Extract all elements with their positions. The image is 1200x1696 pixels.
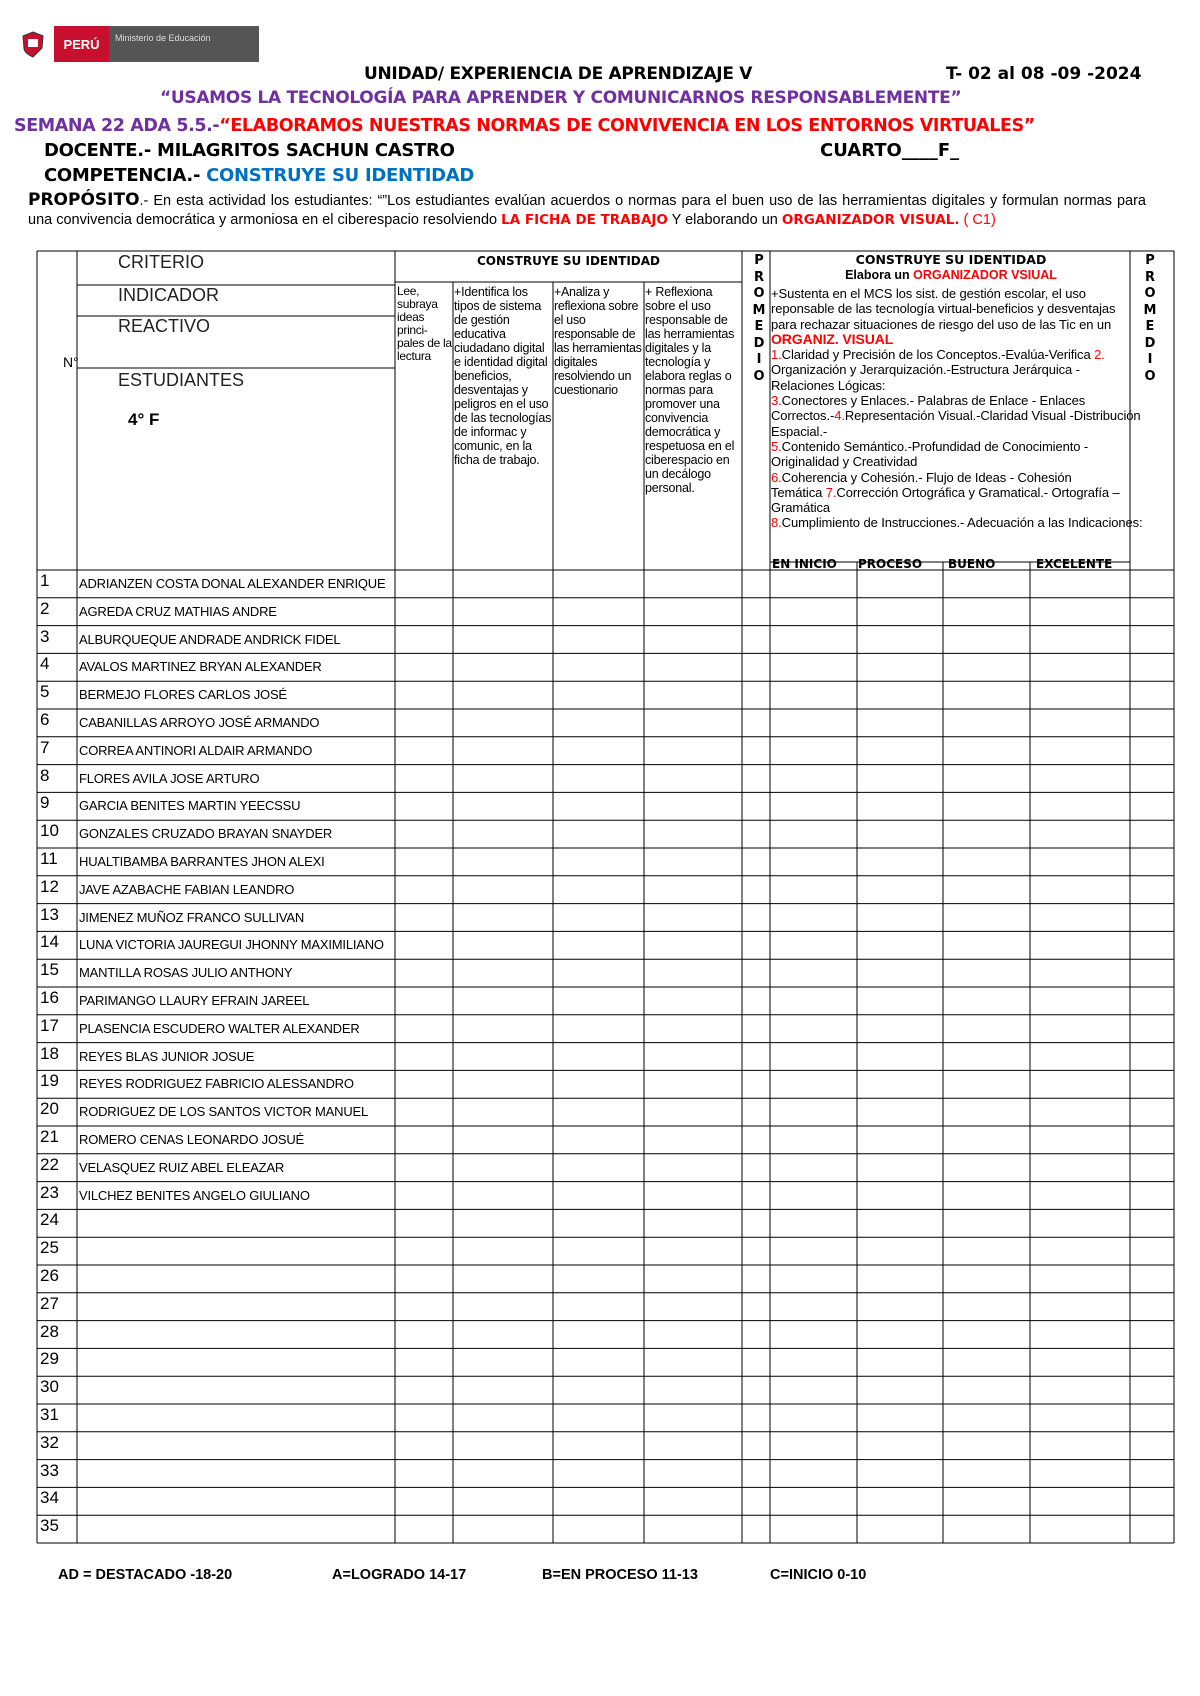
student-name: GARCIA BENITES MARTIN YEECSSU	[79, 798, 301, 814]
promedio-letter: R	[1144, 269, 1155, 285]
promedio-label-2	[1143, 253, 1157, 385]
row-number: 25	[40, 1238, 59, 1258]
row-number: 26	[40, 1266, 59, 1285]
criterion-col3: +Analiza y reflexiona sobre el uso responsable de las herramientas digitales resolviendo un cuestionario	[554, 285, 642, 397]
promedio-letter: M	[1143, 302, 1157, 318]
teacher: DOCENTE.- MILAGRITOS SACHUN CASTRO	[44, 140, 455, 161]
row-number: 35	[40, 1516, 59, 1536]
g2-n8: 8.	[771, 515, 782, 531]
student-name: AGREDA CRUZ MATHIAS ANDRE	[79, 603, 277, 619]
promedio-letter: D	[1144, 335, 1156, 351]
row-number: 23	[40, 1182, 59, 1202]
row-number: 11	[40, 849, 58, 868]
group2-criteria	[771, 286, 1143, 531]
group2-sub-red: ORGANIZADOR VSIUAL	[913, 268, 1057, 282]
student-name: CABANILLAS ARROYO JOSÉ ARMANDO	[79, 715, 320, 730]
promedio-letter: E	[1145, 319, 1155, 334]
row-number: 9	[40, 793, 50, 813]
student-name: LUNA VICTORIA JAUREGUI JHONNY MAXIMILIANO	[79, 937, 384, 953]
purpose-highlight-1: LA FICHA DE TRABAJO	[501, 212, 668, 228]
g2-c8: Cumplimiento de Instrucciones.- Adecuación a las Indicaciones:	[781, 515, 1143, 531]
student-name: VELASQUEZ RUIZ ABEL ELEAZAR	[79, 1159, 285, 1175]
row-number: 27	[40, 1293, 59, 1313]
row-number: 3	[40, 626, 50, 646]
purpose-highlight-2: ORGANIZADOR VISUAL.	[781, 212, 960, 228]
student-name: BERMEJO FLORES CARLOS JOSÉ	[79, 687, 287, 703]
promedio-letter: E	[754, 319, 764, 334]
student-name: CORREA ANTINORI ALDAIR ARMANDO	[79, 742, 313, 758]
section-label: 4° F	[128, 410, 160, 429]
criterion-col4: + Reflexiona sobre el uso responsable de las herramientas digitales y la tecnología y elabora reglas o normas para promover una convivencia democrática y respetuosa en el ciberespacio en un decálogo personal.	[645, 285, 735, 495]
row-number: 32	[40, 1432, 59, 1452]
row-number: 21	[40, 1127, 59, 1146]
row-number: 19	[40, 1071, 59, 1091]
g2-c6: Coherencia y Cohesión.- Flujo de Ideas - Cohesión Temática	[771, 469, 1072, 500]
row-number: 12	[40, 876, 59, 896]
group1-title: CONSTRUYE SU IDENTIDAD	[476, 254, 661, 268]
criterio-label: CRITERIO	[118, 252, 205, 272]
promedio-letter: P	[1145, 253, 1155, 268]
student-name: VILCHEZ BENITES ANGELO GIULIANO	[79, 1187, 310, 1203]
logo-ministry: Ministerio de Educación	[109, 26, 259, 62]
row-number: 13	[40, 904, 59, 924]
row-number: 33	[40, 1460, 59, 1480]
row-number: 20	[40, 1099, 59, 1119]
row-number: 8	[40, 765, 50, 785]
level-proceso: PROCESO	[858, 557, 923, 571]
promedio-letter: R	[753, 269, 764, 285]
student-name: ADRIANZEN COSTA DONAL ALEXANDER ENRIQUE	[79, 576, 386, 591]
row-number: 1	[40, 571, 50, 590]
week-title: “ELABORAMOS NUESTRAS NORMAS DE CONVIVENCIA EN LOS ENTORNOS VIRTUALES”	[219, 116, 1035, 136]
student-name: GONZALES CRUZADO BRAYAN SNAYDER	[79, 826, 333, 842]
level-bueno: BUENO	[948, 557, 996, 571]
g2-n7: 7.	[825, 484, 837, 500]
student-name: JAVE AZABACHE FABIAN LEANDRO	[79, 881, 295, 897]
g2-n2: 2.	[1094, 347, 1105, 363]
g2-n1: 1.	[771, 347, 782, 363]
legend-a: A=LOGRADO 14-17	[332, 1567, 467, 1583]
student-name: ALBURQUEQUE ANDRADE ANDRICK FIDEL	[79, 631, 341, 647]
promedio-letter: D	[753, 335, 765, 351]
row-number: 14	[40, 932, 59, 952]
purpose-mid: Y elaborando un	[667, 212, 782, 228]
logo-country: PERÚ	[54, 26, 109, 62]
g2-c2: Organización y Jerarquización.-Estructura Jerárquica - Relaciones Lógicas:	[771, 362, 1080, 393]
purpose-tail: ( C1)	[959, 212, 996, 228]
g2-c4: Representación Visual.-Claridad Visual -Distribución Espacial.-	[771, 408, 1141, 439]
competence-label: COMPETENCIA.-	[44, 165, 201, 186]
criterion-col1: Lee, subraya ideas princi-pales de la lectura	[397, 285, 452, 363]
group2-subtitle	[771, 268, 1131, 282]
g2-c7: Corrección Ortográfica y Gramatical.- Ortografía – Gramática	[771, 484, 1120, 516]
estudiantes-label: ESTUDIANTES	[118, 370, 245, 390]
student-name: ROMERO CENAS LEONARDO JOSUÉ	[79, 1132, 305, 1147]
row-number: 2	[40, 598, 50, 618]
unit-title: UNIDAD/ EXPERIENCIA DE APRENDIZAJE V	[364, 64, 753, 84]
promedio-letter: O	[1144, 368, 1156, 384]
number-header: N°	[63, 354, 79, 370]
promedio-letter: O	[1144, 286, 1156, 301]
row-number: 15	[40, 960, 59, 980]
student-name: JIMENEZ MUÑOZ FRANCO SULLIVAN	[79, 909, 305, 925]
promedio-letter: O	[753, 286, 765, 301]
reactivo-label: REACTIVO	[118, 316, 211, 336]
row-number: 30	[40, 1377, 59, 1397]
g2-intro-red: ORGANIZ. VISUAL	[771, 330, 894, 347]
g2-n5: 5.	[771, 438, 782, 454]
row-number: 34	[40, 1488, 59, 1508]
level-inicio: EN INICIO	[772, 557, 837, 571]
student-name: REYES RODRIGUEZ FABRICIO ALESSANDRO	[79, 1076, 354, 1092]
g2-intro: +Sustenta en el MCS los sist. de gestión escolar, el uso reponsable de las tecnología virtual-beneficios y desventajas para rechazar situaciones de riesgo del uso de las Tic en un	[771, 286, 1116, 332]
group2-sub-prefix: Elabora un	[845, 268, 914, 282]
row-number: 4	[40, 654, 50, 674]
g2-c1: Claridad y Precisión de los Conceptos.-Evalúa-Verifica	[781, 347, 1091, 363]
promedio-letter: P	[754, 253, 764, 268]
student-name: PARIMANGO LLAURY EFRAIN JAREEL	[79, 993, 310, 1008]
promedio-label-1	[752, 253, 766, 385]
student-name: FLORES AVILA JOSE ARTURO	[79, 770, 260, 786]
row-number: 28	[40, 1321, 59, 1341]
promedio-letter: O	[753, 368, 765, 384]
promedio-letter: M	[752, 302, 766, 318]
g2-c3: Conectores y Enlaces.- Palabras de Enlace - Enlaces Correctos.-	[771, 393, 1086, 424]
student-name: HUALTIBAMBA BARRANTES JHON ALEXI	[79, 854, 325, 869]
week-prefix: SEMANA 22 ADA 5.5.-	[14, 116, 220, 136]
level-excelente: EXCELENTE	[1036, 557, 1113, 571]
row-number: 10	[40, 821, 59, 841]
row-number: 22	[40, 1154, 59, 1174]
group2-title: CONSTRUYE SU IDENTIDAD	[855, 252, 1047, 267]
student-name: MANTILLA ROSAS JULIO ANTHONY	[79, 965, 293, 981]
purpose-label: PROPÓSITO	[28, 190, 140, 210]
criterion-col2: +Identifica los tipos de sistema de gestión educativa ciudadano digital e identidad digital beneficios, desventajas y peligros en el uso de las tecnologías de informac y comunic, en la ficha de trabajo.	[454, 285, 552, 467]
student-name: PLASENCIA ESCUDERO WALTER ALEXANDER	[79, 1020, 360, 1036]
row-number: 16	[40, 988, 59, 1007]
row-number: 6	[40, 710, 50, 729]
student-name: RODRIGUEZ DE LOS SANTOS VICTOR MANUEL	[79, 1104, 369, 1120]
grade: CUARTO____F_	[820, 140, 960, 161]
promedio-letter: I	[1147, 352, 1153, 367]
g2-n6: 6.	[771, 469, 782, 485]
row-number: 17	[40, 1015, 59, 1035]
row-number: 29	[40, 1349, 59, 1369]
row-number: 7	[40, 737, 50, 757]
row-number: 31	[40, 1405, 59, 1424]
row-number: 18	[40, 1043, 59, 1063]
purpose-text: .- En esta actividad los estudiantes: “”Los estudiantes evalúan acuerdos o normas para el buen uso de las herramientas digitales y formulan normas para una convivencia democrática y armoniosa en el ciberespacio resolviendo	[28, 193, 1146, 228]
student-name: REYES BLAS JUNIOR JOSUE	[79, 1048, 255, 1064]
g2-n4: 4.	[834, 408, 845, 424]
legend-ad: AD = DESTACADO -18-20	[58, 1567, 233, 1583]
row-number: 24	[40, 1210, 59, 1230]
date-range: T- 02 al 08 -09 -2024	[946, 64, 1142, 84]
g2-c5: Contenido Semántico.-Profundidad de Conocimiento -Originalidad y Creatividad	[771, 438, 1089, 470]
legend-b: B=EN PROCESO 11-13	[542, 1567, 698, 1583]
competence-value: CONSTRUYE SU IDENTIDAD	[206, 165, 475, 186]
promedio-letter: I	[756, 352, 762, 367]
row-number: 5	[40, 682, 50, 702]
slogan: “USAMOS LA TECNOLOGÍA PARA APRENDER Y COMUNICARNOS RESPONSABLEMENTE”	[160, 88, 962, 108]
indicador-label: INDICADOR	[118, 285, 220, 305]
legend-c: C=INICIO 0-10	[770, 1567, 867, 1583]
g2-n3: 3.	[771, 393, 782, 409]
student-name: AVALOS MARTINEZ BRYAN ALEXANDER	[79, 659, 322, 675]
